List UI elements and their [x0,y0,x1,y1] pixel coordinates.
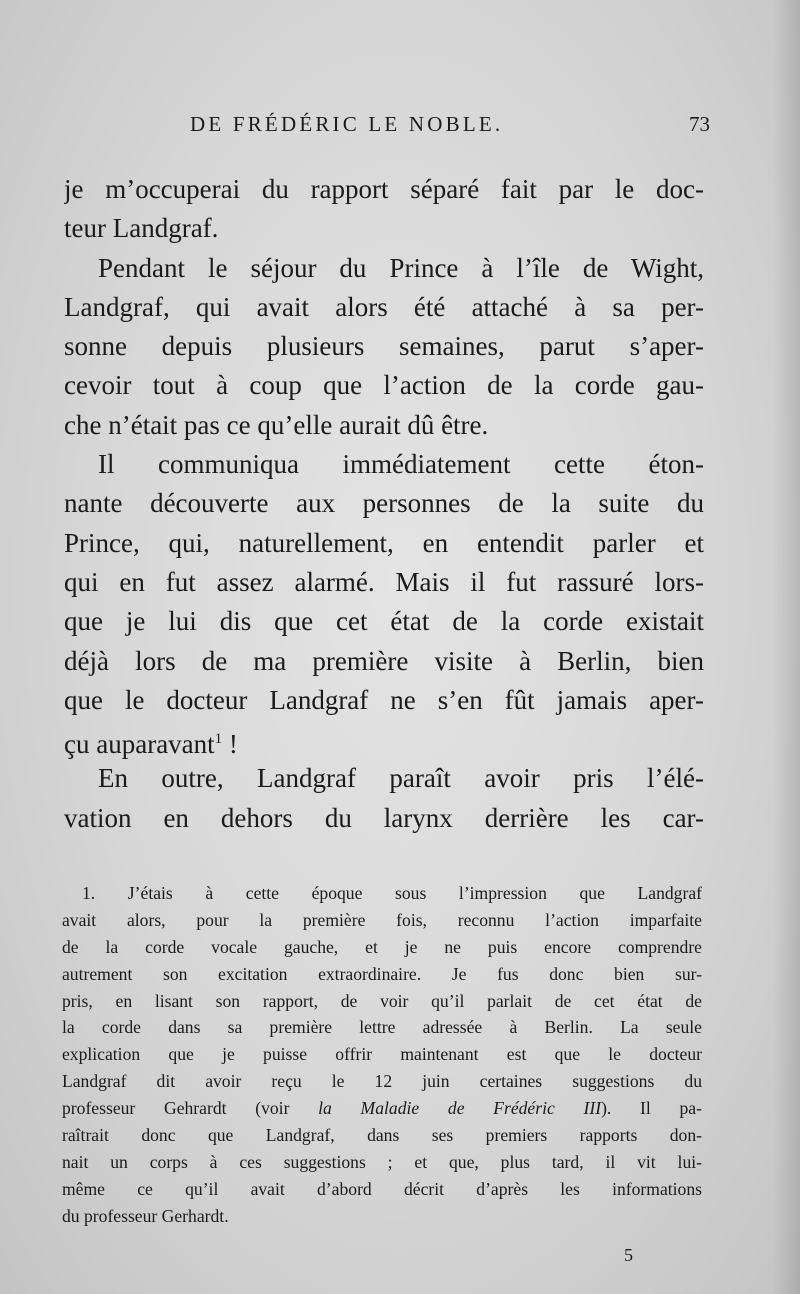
footnote-line: 1. J’étais à cette époque sous l’impression que Landgraf [82,883,702,903]
footnote-line: explication que je puisse offrir maintenant est que le docteur [62,1044,702,1065]
footnote-line [62,1095,702,1122]
text-line: que je lui dis que cet état de la corde existait [64,606,704,637]
footnote-line: la corde dans sa première lettre adressée à Berlin. La seule [62,1017,702,1038]
footnote-line: pris, en lisant son rapport, de voir qu’il parlait de cet état de [62,990,702,1011]
text-line: Prince, qui, naturellement, en entendit parler et [64,527,704,558]
text-line-end: ! [222,729,238,760]
text-line: Landgraf, qui avait alors été attaché à sa per- [64,291,704,322]
text-line: que le docteur Landgraf ne s’en fût jamais aper- [64,684,704,715]
text-line: déjà lors de ma première visite à Berlin, bien [64,645,704,676]
footnote-line: du professeur Gerhardt. [62,1205,229,1226]
footnote-line: Landgraf dit avoir reçu le 12 juin certaines suggestions du [62,1071,702,1092]
text-line [64,720,704,759]
main-text [64,170,704,838]
footnote-text: ). Il pa- [601,1098,702,1119]
footnote-line: nait un corps à ces suggestions ; et que, plus tard, il vit lui- [62,1151,702,1172]
text-line: cevoir tout à coup que l’action de la corde gau- [64,370,704,401]
text-line: sonne depuis plusieurs semaines, parut s’aper- [64,331,704,362]
footnote [62,880,702,1230]
text-line: En outre, Landgraf paraît avoir pris l’élé- [98,763,704,794]
printer-signature-mark: 5 [624,1245,633,1265]
page-number: 73 [689,112,710,136]
footnote-line: avait alors, pour la première fois, reconnu l’action imparfaite [62,909,702,930]
text-line: Pendant le séjour du Prince à l’île de Wight, [98,252,704,283]
footnote-line: raîtrait donc que Landgraf, dans ses premiers rapports don- [62,1125,702,1146]
text-line: nante découverte aux personnes de la suite du [64,488,704,519]
text-line: che n’était pas ce qu’elle aurait dû être. [64,409,489,440]
text-line: qui en fut assez alarmé. Mais il fut rassuré lors- [64,566,704,597]
running-title: DE FRÉDÉRIC LE NOBLE. [190,112,504,136]
footnote-line: de la corde vocale gauche, et je ne puis encore comprendre [62,936,702,957]
text-line: vation en dehors du larynx derrière les car- [64,802,704,833]
text-line: je m’occuperai du rapport séparé fait par le doc- [64,174,704,204]
running-header [190,112,710,148]
text-line: teur Landgraf. [64,213,219,244]
footnote-line: même ce qu’il avait d’abord décrit d’après les informations [62,1178,702,1199]
text-line-content: çu auparavant [64,729,215,760]
footnote-line: autrement son excitation extraordinaire. Je fus donc bien sur- [62,963,702,984]
footnote-text: professeur Gehrardt (voir [62,1098,319,1119]
text-line: Il communiqua immédiatement cette éton- [98,449,704,480]
book-title-italic: la Maladie de Frédéric III [318,1098,602,1119]
page-edge-shadow [772,0,800,1294]
footnote-reference: 1 [214,731,223,748]
